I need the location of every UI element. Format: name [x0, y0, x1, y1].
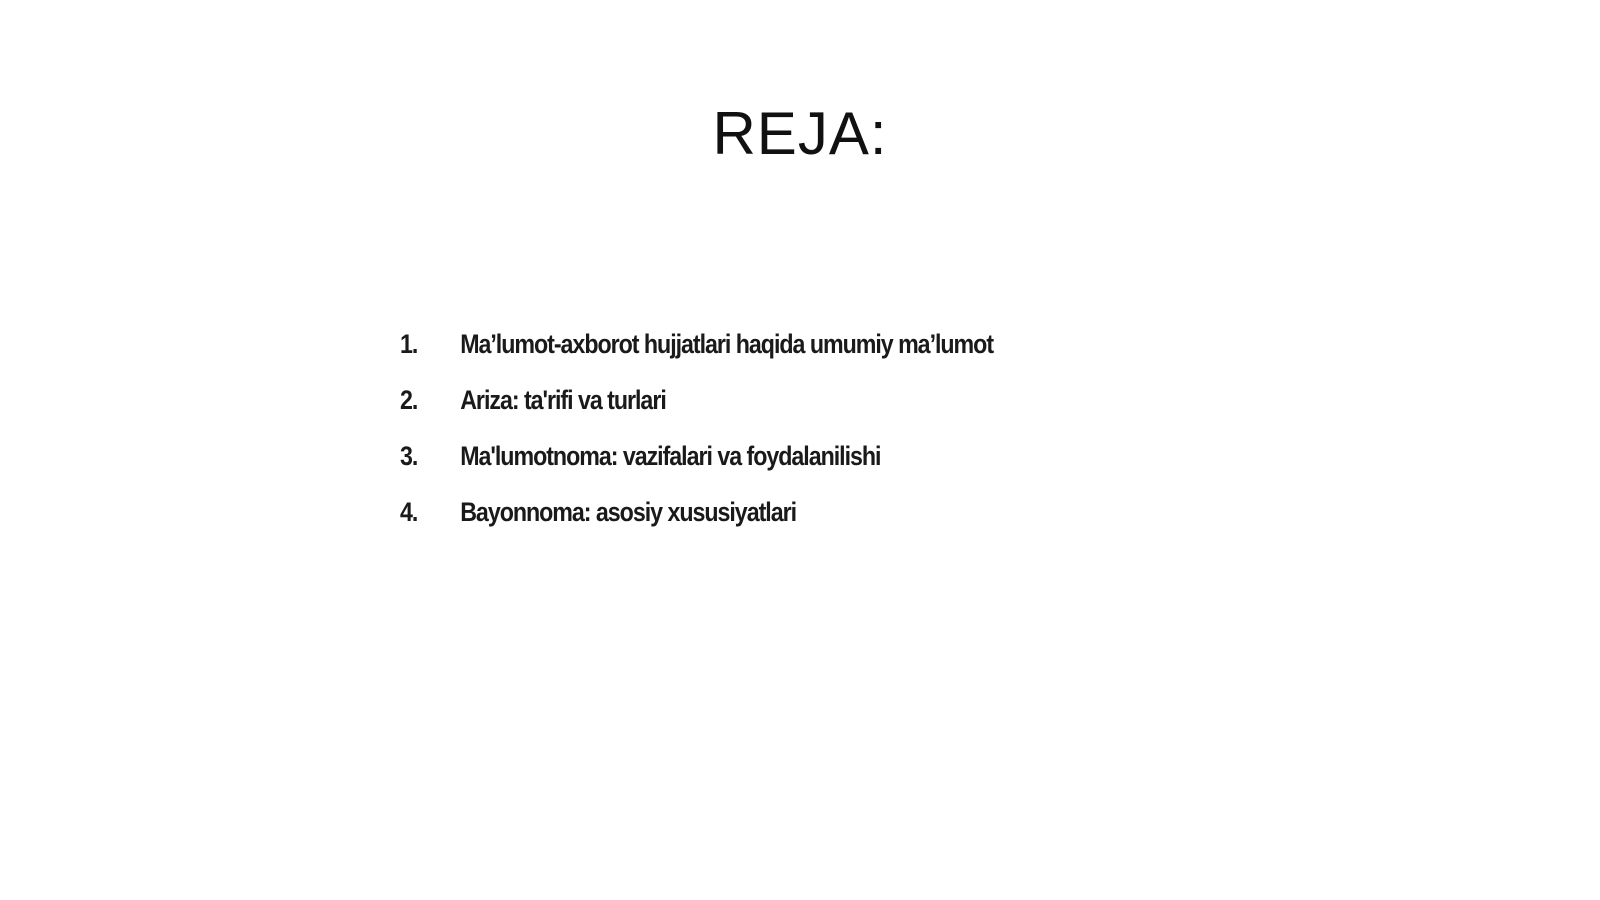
list-item-number: 3. [400, 440, 418, 471]
list-item-text: Ma’lumot-axborot hujjatlari haqida umumiy ma’lumot [460, 328, 994, 359]
list-item [400, 316, 993, 372]
list-item [400, 428, 993, 484]
plan-list [400, 316, 1090, 540]
list-item-number: 2. [400, 384, 418, 415]
list-item-text: Ariza: ta'rifi va turlari [460, 384, 666, 415]
list-item [400, 372, 993, 428]
list-item [400, 484, 993, 540]
list-item-number: 4. [400, 496, 418, 527]
slide-title: REJA: [712, 100, 888, 167]
list-item-text: Ma'lumotnoma: vazifalari va foydalanilishi [460, 440, 881, 471]
list-item-text: Bayonnoma: asosiy xususiyatlari [460, 496, 797, 527]
list-item-number: 1. [400, 328, 418, 359]
